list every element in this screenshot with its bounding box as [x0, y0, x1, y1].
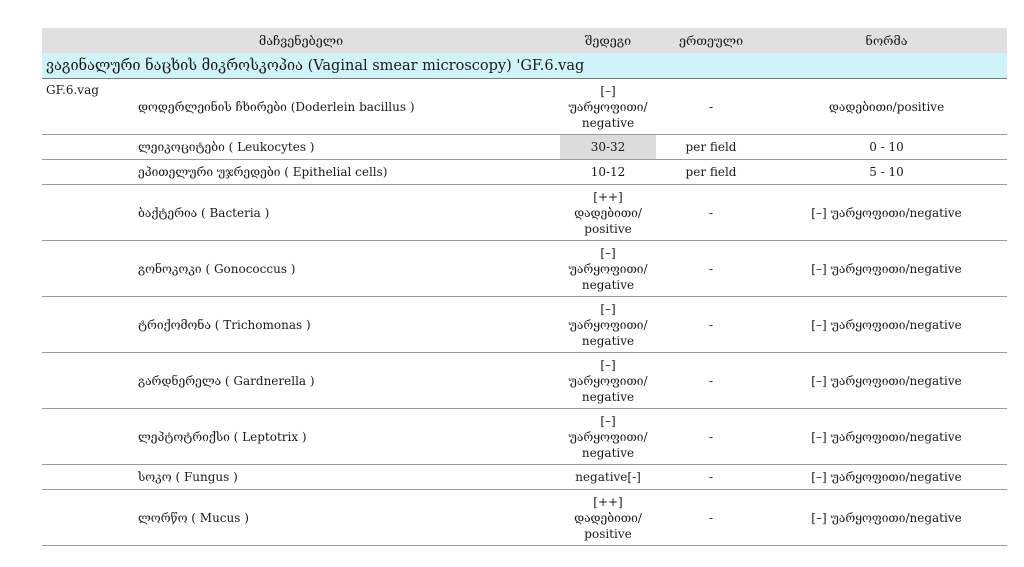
table-row	[42, 409, 1007, 465]
result-line: negative	[581, 389, 635, 404]
result-line: [–]	[600, 357, 616, 372]
norm-value: [–] უარყოფითი/negative	[766, 409, 1007, 465]
result-value	[560, 241, 656, 297]
sample-code	[42, 160, 130, 185]
norm-value: [–] უარყოფითი/negative	[766, 490, 1007, 546]
sample-code	[42, 135, 130, 160]
header-row	[42, 28, 1007, 53]
sample-code	[42, 297, 130, 353]
indicator-name: გარდნერელა ( Gardnerella )	[130, 353, 560, 409]
result-line: positive	[584, 526, 632, 541]
section-title: ვაგინალური ნაცხის მიკროსკოპია (Vaginal smear microscopy) 'GF.6.vag	[42, 53, 1007, 79]
result-value	[560, 409, 656, 465]
indicator-name: დოდერლეინის ჩხირები (Doderlein bacillus )	[130, 79, 560, 135]
result-line: negative	[581, 277, 635, 292]
result-value	[560, 490, 656, 546]
table-row	[42, 465, 1007, 490]
header-indicator: მაჩვენებელი	[42, 28, 560, 53]
result-line: 10-12	[590, 165, 626, 179]
unit-value: -	[656, 297, 766, 353]
result-value	[560, 160, 656, 185]
result-value	[560, 297, 656, 353]
norm-value: [–] უარყოფითი/negative	[766, 185, 1007, 241]
result-line: negative	[581, 333, 635, 348]
result-line: negative	[581, 445, 635, 460]
header-result: შედეგი	[560, 28, 656, 53]
table-row	[42, 241, 1007, 297]
indicator-name: ლეიკოციტები ( Leukocytes )	[130, 135, 560, 160]
result-line: [–]	[600, 301, 616, 316]
unit-value: -	[656, 353, 766, 409]
unit-value: -	[656, 241, 766, 297]
result-line: უარყოფითი/	[568, 261, 648, 276]
sample-code	[42, 409, 130, 465]
table-row	[42, 297, 1007, 353]
table-row	[42, 353, 1007, 409]
result-line: უარყოფითი/	[568, 429, 648, 444]
norm-value: 5 - 10	[766, 160, 1007, 185]
result-line: [–]	[600, 413, 616, 428]
result-value	[560, 135, 656, 160]
indicator-name: გონოკოკი ( Gonococcus )	[130, 241, 560, 297]
unit-value: per field	[656, 160, 766, 185]
section-row	[42, 53, 1007, 79]
sample-code	[42, 241, 130, 297]
result-line: დადებითი/	[574, 205, 642, 220]
result-line: negative	[581, 115, 635, 130]
unit-value: -	[656, 185, 766, 241]
result-value	[560, 79, 656, 135]
result-line: უარყოფითი/	[568, 317, 648, 332]
result-line: negative[-]	[575, 470, 641, 484]
unit-value: -	[656, 490, 766, 546]
table-row	[42, 160, 1007, 185]
result-value	[560, 465, 656, 490]
indicator-name: ლეპტოტრიქსი ( Leptotrix )	[130, 409, 560, 465]
sample-code	[42, 185, 130, 241]
indicator-name: ლორწო ( Mucus )	[130, 490, 560, 546]
norm-value: [–] უარყოფითი/negative	[766, 297, 1007, 353]
result-line: უარყოფითი/	[568, 373, 648, 388]
result-line: დადებითი/	[574, 510, 642, 525]
result-line: positive	[584, 221, 632, 236]
indicator-name: ბაქტერია ( Bacteria )	[130, 185, 560, 241]
sample-code	[42, 490, 130, 546]
norm-value: 0 - 10	[766, 135, 1007, 160]
table-row	[42, 490, 1007, 546]
table-row	[42, 185, 1007, 241]
indicator-name: ეპითელური უჯრედები ( Epithelial cells)	[130, 160, 560, 185]
norm-value: [–] უარყოფითი/negative	[766, 353, 1007, 409]
unit-value: per field	[656, 135, 766, 160]
result-line: [++]	[593, 494, 623, 509]
sample-code: GF.6.vag	[42, 79, 130, 135]
table-row	[42, 135, 1007, 160]
unit-value: -	[656, 465, 766, 490]
norm-value: დადებითი/positive	[766, 79, 1007, 135]
norm-value: [–] უარყოფითი/negative	[766, 241, 1007, 297]
header-norm: ნორმა	[766, 28, 1007, 53]
norm-value: [–] უარყოფითი/negative	[766, 465, 1007, 490]
unit-value: -	[656, 79, 766, 135]
result-line: 30-32	[590, 140, 626, 154]
result-line: უარყოფითი/	[568, 99, 648, 114]
sample-code	[42, 465, 130, 490]
result-line: [++]	[593, 189, 623, 204]
result-value	[560, 353, 656, 409]
indicator-name: სოკო ( Fungus )	[130, 465, 560, 490]
result-line: [–]	[600, 83, 616, 98]
sample-code	[42, 353, 130, 409]
table-row	[42, 79, 1007, 135]
header-unit: ერთეული	[656, 28, 766, 53]
result-value	[560, 185, 656, 241]
lab-results-table	[42, 28, 1007, 546]
indicator-name: ტრიქომონა ( Trichomonas )	[130, 297, 560, 353]
result-line: [–]	[600, 245, 616, 260]
unit-value: -	[656, 409, 766, 465]
